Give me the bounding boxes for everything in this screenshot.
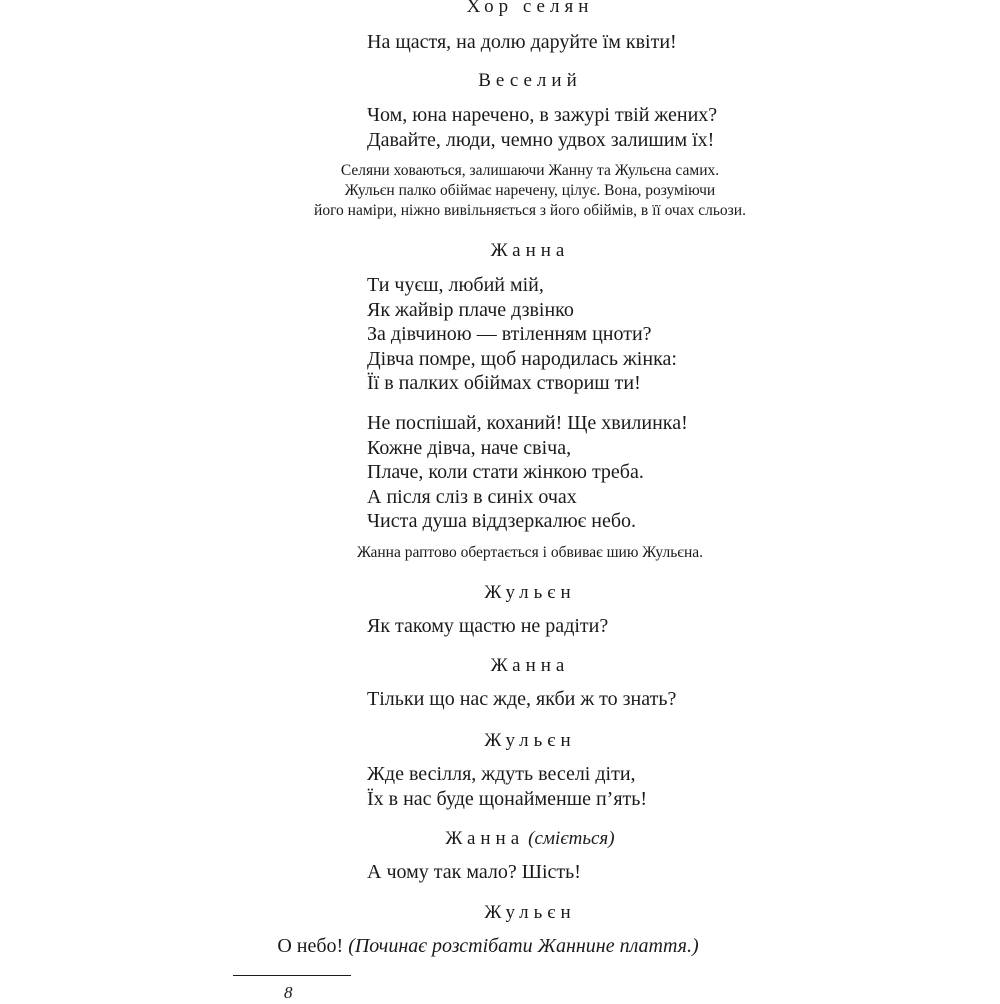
speaker-zhanna-with-direction [0, 827, 1000, 851]
verse-line: Ти чуєш, любий мій, [367, 274, 544, 296]
stage-line: Селяни ховаються, залишаючи Жанну та Жульєна самих. [340, 162, 720, 179]
verse-block [367, 762, 647, 811]
verse-line: Кожне дівча, наче свіча, [367, 436, 572, 459]
verse-line: Чиста душа віддзеркалює небо. [367, 510, 636, 532]
verse-line: Жде весілля, ждуть веселі діти, [367, 763, 636, 785]
stage-direction: Жанна раптово обертається і обвиває шию Жульєна. [356, 544, 704, 561]
speaker-zhulien: Жульєн [484, 730, 576, 751]
verse-line: Чом, юна наречено, в зажурі твій жених? [367, 104, 718, 126]
speaker-zhanna: Жанна [490, 240, 570, 261]
verse-line: За дівчиною — втіленням цноти? [367, 323, 652, 345]
verse-line: На щастя, на долю даруйте їм квіти! [367, 31, 677, 53]
verse-line: Її в палких обіймах створиш ти! [367, 372, 641, 394]
speaker-name: Жанна [445, 828, 525, 849]
stage-line: його наміри, ніжно вивільняється з його обіймів, в її очах сльози. [314, 202, 746, 219]
speaker-zhulien: Жульєн [484, 582, 576, 603]
verse-line: Плаче, коли стати жінкою треба. [367, 461, 644, 483]
verse-text: О небо! [277, 935, 344, 957]
verse-line: А після сліз в синіх очах [367, 485, 577, 508]
verse-line: А чому так мало? Шість! [367, 861, 581, 883]
stage-direction [0, 161, 1000, 221]
page-number: 8 [284, 983, 293, 1002]
verse-line: Як жайвір плаче дзвінко [367, 298, 574, 321]
speaker-zhanna: Жанна [490, 655, 570, 676]
stage-direction-inline: (Починає розстібати Жаннине плаття.) [348, 935, 699, 957]
speaker-khor-selian: Хор селян [466, 0, 594, 17]
footer-rule [233, 975, 351, 976]
verse-block [367, 103, 717, 152]
verse-stanza [367, 411, 688, 534]
verse-stanza [367, 273, 677, 396]
speaker-zhulien: Жульєн [484, 902, 576, 923]
verse-line: Як такому щастю не радіти? [367, 615, 609, 637]
stage-direction-inline: (сміється) [528, 828, 615, 849]
verse-line: Тільки що нас жде, якби ж то знать? [367, 688, 677, 710]
final-line [0, 934, 976, 959]
verse-line: Не поспішай, коханий! Ще хвилинка! [367, 412, 688, 434]
speaker-veselyi: Веселий [478, 70, 582, 91]
verse-line: Дівча помре, щоб народилась жінка: [367, 347, 677, 370]
stage-line: Жульєн палко обіймає наречену, цілує. Вона, розуміючи [344, 182, 716, 199]
verse-line: Давайте, люди, чемно удвох залишим їх! [367, 128, 715, 151]
verse-line: Їх в нас буде щонайменше п’ять! [367, 787, 648, 810]
